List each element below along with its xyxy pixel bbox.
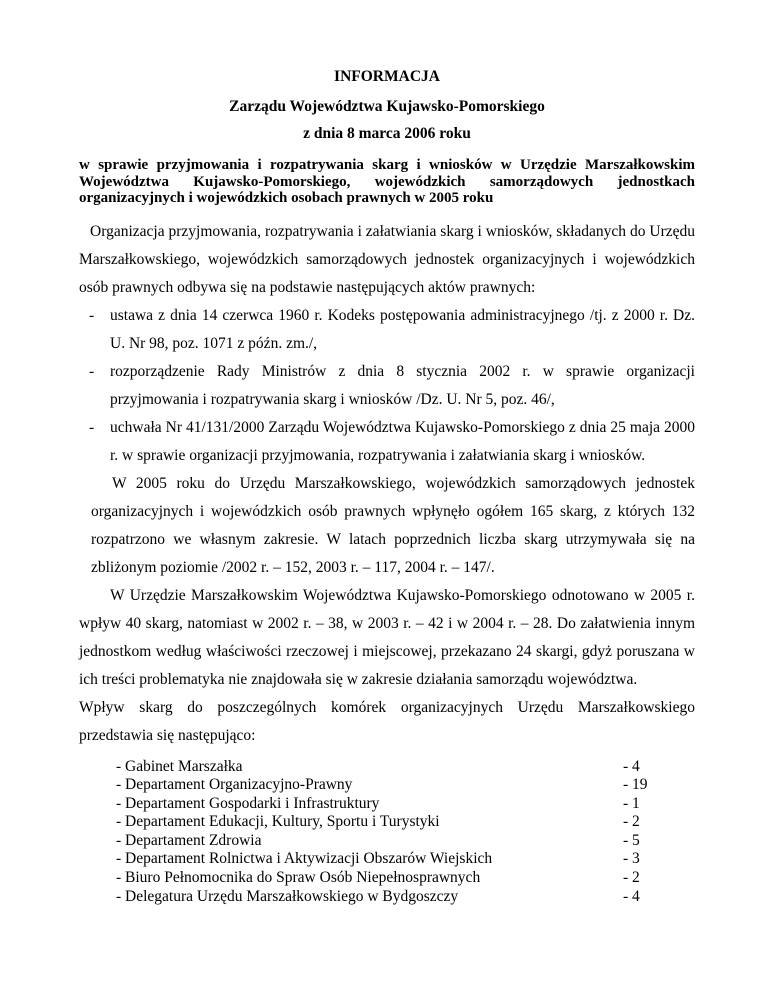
legal-act-item [79, 358, 695, 414]
legal-act-text: ustawa z dnia 14 czerwca 1960 r. Kodeks postępowania administracyjnego /tj. z 2000 r. Dz. U. Nr 98, poz. 1071 z późn. zm./, [110, 306, 695, 352]
unit-row [116, 832, 656, 851]
paragraph-2005-summary: W 2005 roku do Urzędu Marszałkowskiego, wojewódzkich samorządowych jednostek organizacyjnych i wojewódzkich osób prawnych wpłynęło ogółem 165 skarg, z których 132 rozpatrzono we własnym zakresie. W latach poprzednich liczba skarg utrzymywała się na zbliżonym poziomie /2002 r. – 152, 2003 r. – 117, 2004 r. – 147/. [91, 474, 695, 576]
unit-name: - Biuro Pełnomocnika do Spraw Osób Niepełnosprawnych [116, 869, 481, 887]
legal-act-item [79, 302, 695, 358]
list-dash: - [89, 306, 95, 324]
document-issuer: Zarządu Województwa Kujawsko-Pomorskiego [229, 98, 545, 115]
unit-count: - 19 [623, 776, 648, 794]
unit-name: - Gabinet Marszałka [116, 757, 243, 775]
unit-name: - Delegatura Urzędu Marszałkowskiego w Bydgoszczy [116, 887, 459, 905]
legal-act-item [79, 414, 695, 470]
unit-name: - Departament Gospodarki i Infrastruktury [116, 794, 380, 812]
unit-count: - 4 [623, 887, 640, 905]
unit-row [116, 850, 656, 869]
unit-name: - Departament Zdrowia [116, 831, 262, 849]
unit-row [116, 888, 656, 907]
document-subject: w sprawie przyjmowania i rozpatrywania skarg i wniosków w Urzędzie Marszałkowskim Województwa Kujawsko-Pomorskiego, wojewódzkich samorządowych jednostkach organizacyjnych i wojewódzkich osobach prawnych w 2005 roku [79, 157, 695, 206]
paragraph-units-intro: Wpływ skarg do poszczególnych komórek organizacyjnych Urzędu Marszałkowskiego przedstawia się następująco: [79, 698, 695, 744]
unit-row [116, 758, 656, 777]
unit-count: - 2 [623, 813, 640, 831]
unit-row [116, 813, 656, 832]
unit-name: - Departament Edukacji, Kultury, Sportu i Turystyki [116, 813, 440, 831]
list-dash: - [89, 362, 95, 380]
document-date: z dnia 8 marca 2006 roku [303, 125, 471, 142]
unit-count: - 1 [623, 794, 640, 812]
unit-count: - 5 [623, 831, 640, 849]
unit-row [116, 869, 656, 888]
unit-count: - 3 [623, 850, 640, 868]
unit-name: - Departament Organizacyjno-Prawny [116, 776, 353, 794]
unit-row [116, 795, 656, 814]
units-table [116, 758, 656, 907]
list-dash: - [89, 418, 95, 436]
legal-acts-list [79, 302, 695, 470]
document-title: INFORMACJA [334, 68, 440, 85]
paragraph-office-summary: W Urzędzie Marszałkowskim Województwa Kujawsko-Pomorskiego odnotowano w 2005 r. wpływ 40 skarg, natomiast w 2002 r. – 38, w 2003 r. – 42 i w 2004 r. – 28. Do załatwienia innym jednostkom według właściwości rzeczowej i miejscowej, przekazano 24 skargi, gdyż poruszana w ich treści problematyka nie znajdowała się w zakresie działania samorządu województwa. [79, 586, 695, 688]
legal-act-text: rozporządzenie Rady Ministrów z dnia 8 stycznia 2002 r. w sprawie organizacji przyjmowania i rozpatrywania skarg i wniosków /Dz. U. Nr 5, poz. 46/, [110, 362, 695, 408]
unit-count: - 2 [623, 869, 640, 887]
legal-act-text: uchwała Nr 41/131/2000 Zarządu Województwa Kujawsko-Pomorskiego z dnia 25 maja 2000 r. w sprawie organizacji przyjmowania, rozpatrywania i załatwiania skarg i wniosków. [110, 418, 695, 464]
unit-row [116, 776, 656, 795]
unit-count: - 4 [623, 757, 640, 775]
intro-paragraph: Organizacja przyjmowania, rozpatrywania i załatwiania skarg i wniosków, składanych do Urzędu Marszałkowskiego, wojewódzkich samorządowych jednostek organizacyjnych i wojewódzkich osób prawnych odbywa się na podstawie następujących aktów prawnych: [79, 222, 695, 296]
unit-name: - Departament Rolnictwa i Aktywizacji Obszarów Wiejskich [116, 850, 493, 868]
